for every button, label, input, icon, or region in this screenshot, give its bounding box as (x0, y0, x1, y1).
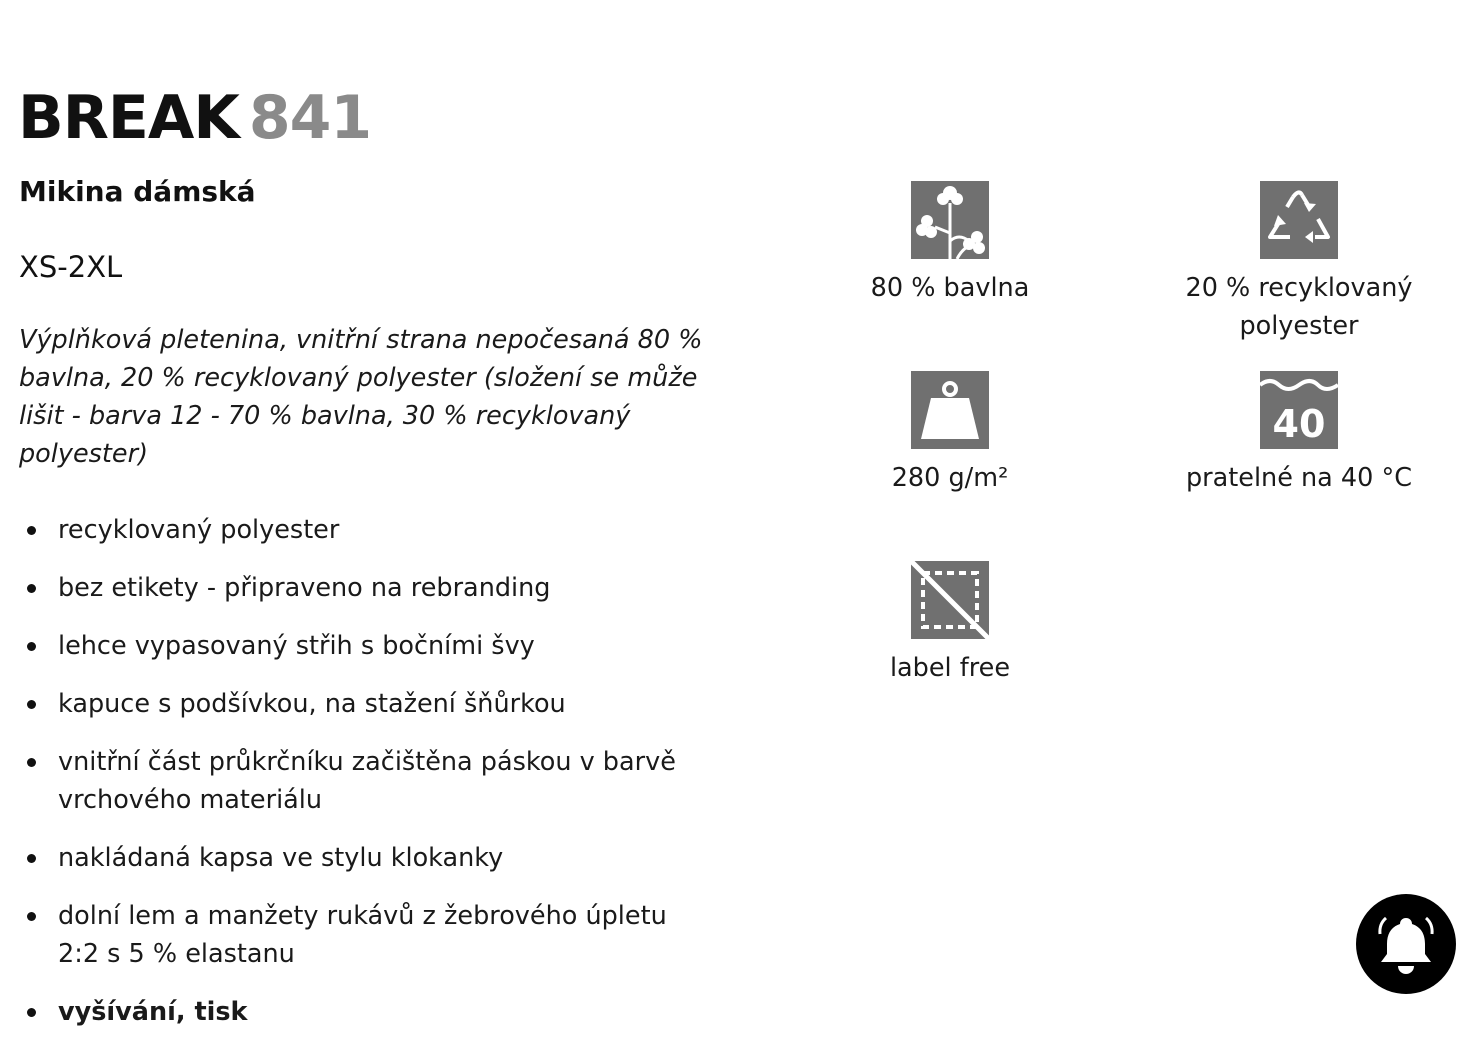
product-name: BREAK (18, 83, 239, 153)
feature-text: recyklovaný polyester (58, 515, 340, 545)
attribute-weight (800, 371, 1100, 497)
attribute-cotton (800, 181, 1100, 307)
feature-text: vnitřní část průkrčníku začištěna páskou v barvě vrchového materiálu (58, 747, 676, 815)
wash-40-icon (1260, 371, 1338, 449)
attribute-label: 80 % bavlna (870, 273, 1030, 303)
bullet (27, 700, 36, 709)
feature-text: lehce vypasovaný střih s bočními švy (58, 631, 535, 661)
product-subtitle: Mikina dámská (19, 175, 256, 208)
list-item (0, 569, 700, 607)
product-description: Výplňková pletenina, vnitřní strana nepočesaná 80 % bavlna, 20 % recyklovaný polyester (složení se může lišit - barva 12 - 70 % bavlna, 30 % recyklovaný polyester) (19, 325, 703, 469)
bullet (27, 584, 36, 593)
list-item (0, 897, 700, 973)
weight-icon (911, 371, 989, 449)
bullet (27, 526, 36, 535)
feature-text: dolní lem a manžety rukávů z žebrového úpletu 2:2 s 5 % elastanu (58, 901, 667, 969)
wash-temperature: 40 (1272, 402, 1326, 446)
recycle-icon (1260, 181, 1338, 259)
bullet (27, 854, 36, 863)
feature-text: kapuce s podšívkou, na stažení šňůrkou (58, 689, 566, 719)
cotton-plant-icon (911, 181, 989, 259)
bullet (27, 1008, 36, 1017)
attribute-label-free (800, 561, 1100, 687)
bullet (27, 642, 36, 651)
attribute-label: label free (889, 653, 1011, 683)
list-item (0, 511, 700, 549)
attribute-recycled (1149, 181, 1449, 345)
attribute-label: 280 g/m² (891, 463, 1009, 493)
feature-text: bez etikety - připraveno na rebranding (58, 573, 551, 603)
list-item (0, 839, 700, 877)
feature-text: vyšívání, tisk (58, 997, 248, 1027)
list-item (0, 685, 700, 723)
bell-icon (1374, 912, 1438, 976)
list-item (0, 993, 700, 1031)
list-item (0, 743, 700, 819)
feature-text: nakládaná kapsa ve stylu klokanky (58, 843, 504, 873)
label-free-icon (911, 561, 989, 639)
product-code: 841 (248, 83, 372, 153)
size-range: XS-2XL (19, 250, 123, 284)
bullet (27, 758, 36, 767)
product-title (18, 82, 371, 154)
list-item (0, 627, 700, 665)
attribute-label: pratelné na 40 °C (1185, 463, 1413, 493)
bullet (27, 912, 36, 921)
notification-bell-button[interactable] (1356, 894, 1456, 994)
attribute-wash (1149, 371, 1449, 497)
feature-list (0, 511, 700, 1051)
attribute-label: 20 % recyklovaný polyester (1185, 273, 1413, 341)
